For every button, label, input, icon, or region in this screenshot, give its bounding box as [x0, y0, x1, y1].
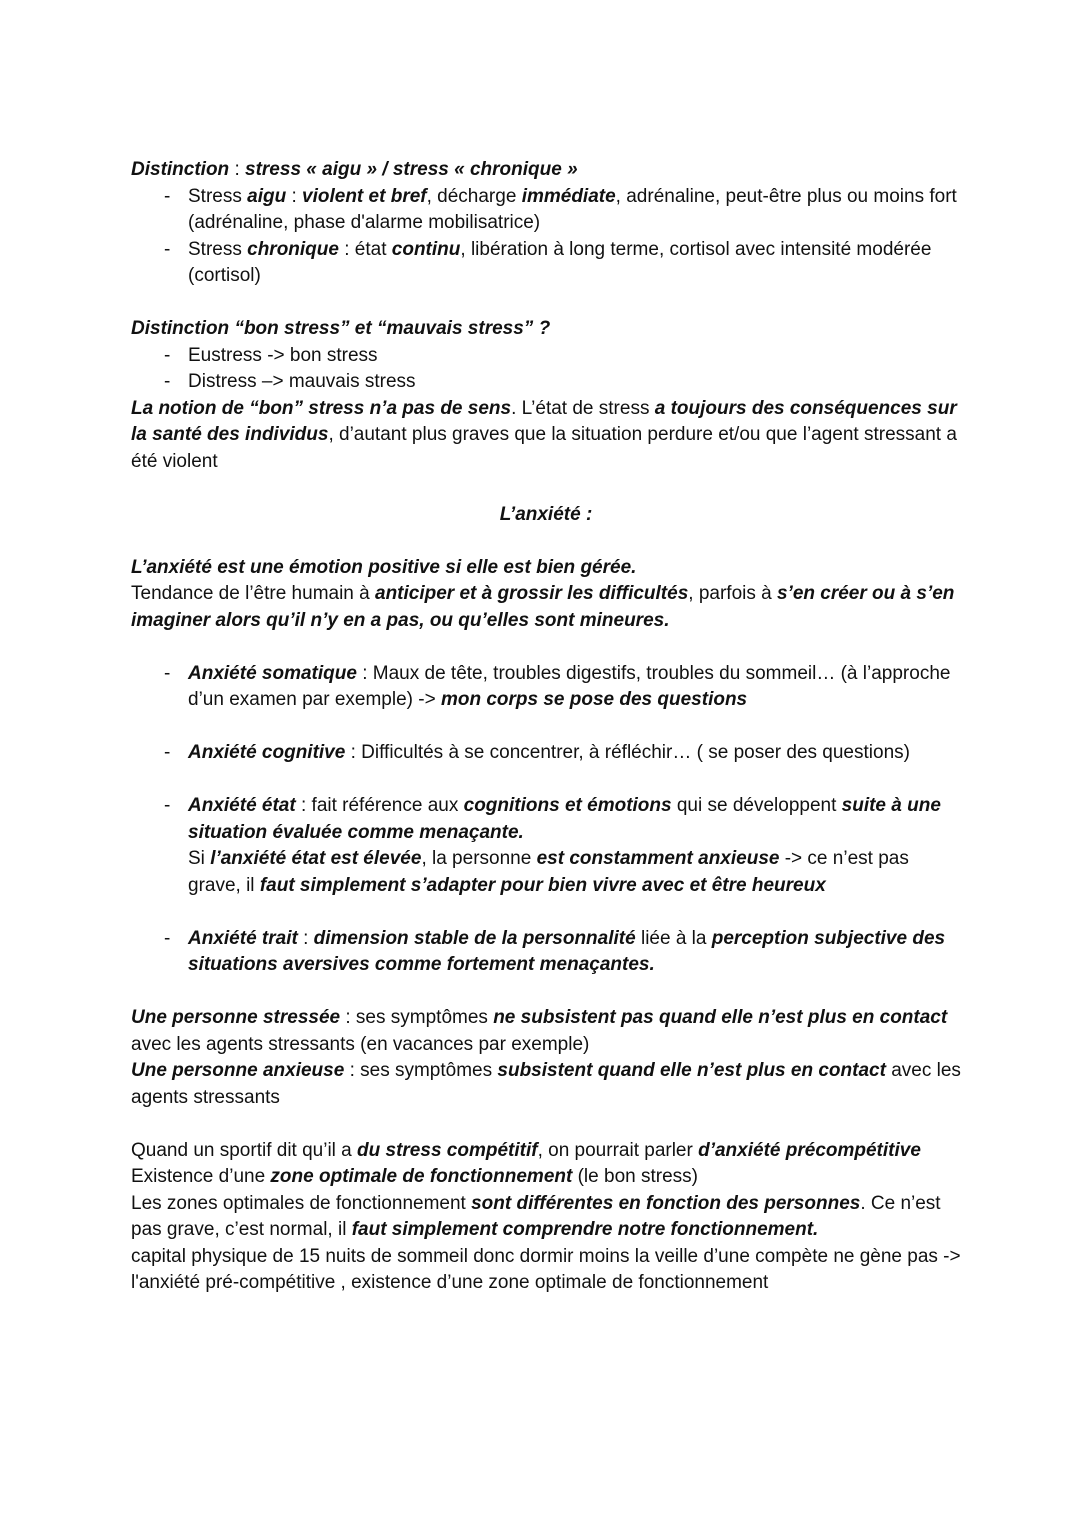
- text: : Maux de tête, troubles digestifs, troubles du sommeil… (à l’approche d’un examen par exemple) ->: [188, 662, 951, 710]
- text: Si: [188, 848, 211, 869]
- emphasis: anticiper et à grossir les difficultés: [375, 583, 689, 604]
- bon-stress-paragraph: [131, 396, 961, 476]
- stress-distinction-title: [131, 157, 961, 184]
- sportif-line-4: capital physique de 15 nuits de sommeil donc dormir moins la veille d’une compète ne gène pas -> l'anxiété pré-compétitive , existence d’une zone optimale de fonctionnement: [131, 1245, 961, 1293]
- list-item-etat: [131, 793, 961, 899]
- sportif-line-1: [131, 1138, 961, 1165]
- title-sep: :: [229, 159, 246, 180]
- emphasis: Une personne stressée: [131, 1007, 341, 1028]
- text: Quand un sportif dit qu’il a: [131, 1139, 358, 1161]
- anxiete-tendance: [131, 581, 961, 634]
- text: Existence d’une: [131, 1166, 271, 1187]
- bon-stress-title: [131, 316, 961, 343]
- text: (le bon stress): [572, 1166, 698, 1187]
- anxiete-heading: [131, 502, 961, 529]
- list-item: - Distress –> mauvais stress: [131, 369, 961, 396]
- text: liée à la: [635, 927, 712, 949]
- text: -> ce n’est pas grave, il: [188, 848, 909, 896]
- emphasis: Anxiété somatique: [188, 662, 357, 684]
- text: , décharge: [426, 185, 522, 207]
- emphasis: ne subsistent pas quand elle n’est plus en contact: [493, 1007, 948, 1028]
- emphasis: zone optimale de fonctionnement: [270, 1166, 573, 1187]
- emphasis: La notion de “bon” stress n’a pas de sens: [131, 397, 512, 419]
- emphasis: d’anxiété précompétitive: [698, 1139, 921, 1161]
- anxiete-intro: [131, 555, 961, 582]
- emphasis: subsistent quand elle n’est plus en contact: [497, 1060, 886, 1081]
- emphasis: sont différentes en fonction des personnes: [471, 1192, 861, 1214]
- bon-stress-list: [131, 343, 961, 396]
- emphasis: mon corps se pose des questions: [440, 689, 748, 710]
- emphasis: L’anxiété est une émotion positive si elle est bien gérée.: [131, 556, 637, 578]
- sportif-line-3: [131, 1191, 961, 1244]
- text: , adrénaline, peut-être plus ou moins fort (adrénaline, phase d'alarme mobilisatrice): [188, 185, 957, 233]
- emphasis: violent et bref: [302, 185, 427, 207]
- list-item-trait: [131, 926, 961, 979]
- list-item-somatique: [131, 661, 961, 714]
- emphasis: Anxiété cognitive: [188, 742, 346, 763]
- text: :: [286, 185, 303, 207]
- emphasis: immédiate: [521, 185, 616, 207]
- emphasis: chronique: [247, 238, 339, 260]
- text: , la personne: [421, 848, 537, 869]
- text: qui se développent: [671, 795, 842, 816]
- anxiete-types-list: [131, 661, 961, 979]
- emphasis: Une personne anxieuse: [131, 1060, 345, 1081]
- text: :: [297, 927, 314, 949]
- emphasis: continu: [391, 238, 461, 260]
- emphasis: Anxiété état: [188, 795, 296, 816]
- text: . Ce n’est pas grave, c’est normal, il: [131, 1192, 941, 1240]
- personne-stressee: [131, 1005, 961, 1058]
- text: : état: [338, 238, 392, 260]
- emphasis: dimension stable de la personnalité: [313, 927, 636, 949]
- personne-anxieuse: [131, 1058, 961, 1111]
- text: Stress: [188, 238, 248, 260]
- title-text: Distinction “bon stress” et “mauvais stress” ?: [131, 318, 551, 339]
- text: : Difficultés à se concentrer, à réfléchir… ( se poser des questions): [345, 742, 910, 763]
- emphasis: cognitions et émotions: [463, 795, 672, 816]
- document-page: [131, 157, 961, 1297]
- title-word: Distinction: [131, 159, 230, 180]
- list-item: - Eustress -> bon stress: [131, 343, 961, 370]
- emphasis: aigu: [247, 185, 287, 207]
- emphasis: Anxiété trait: [188, 927, 298, 949]
- text: Tendance de l’être humain à: [131, 583, 375, 604]
- text: : fait référence aux: [295, 795, 464, 816]
- text: , d’autant plus graves que la situation perdure et/ou que l’agent stressant a été violent: [131, 424, 957, 472]
- emphasis: suite à une situation évaluée comme menaçante.: [188, 795, 941, 843]
- text: , parfois à: [688, 583, 777, 604]
- emphasis: s’en créer ou à s’en imaginer alors qu’il n’y en a pas, ou qu’elles sont mineures.: [131, 583, 955, 631]
- text: Stress: [188, 185, 248, 207]
- list-item-stress-chronique: [131, 237, 961, 290]
- text: : ses symptômes: [340, 1007, 494, 1028]
- text: : ses symptômes: [344, 1060, 498, 1081]
- emphasis: faut simplement s’adapter pour bien vivre avec et être heureux: [259, 874, 826, 896]
- emphasis: est constamment anxieuse: [536, 848, 780, 869]
- text: avec les agents stressants: [131, 1060, 961, 1108]
- text: . L’état de stress: [511, 397, 655, 419]
- heading-text: L’anxiété :: [499, 503, 593, 525]
- emphasis: perception subjective des situations aversives comme fortement menaçantes.: [188, 927, 946, 975]
- list-item-cognitive: [131, 740, 961, 767]
- text: avec les agents stressants (en vacances par exemple): [131, 1033, 590, 1055]
- sportif-line-2: [131, 1164, 961, 1191]
- emphasis: du stress compétitif: [357, 1139, 538, 1161]
- title-rest: stress « aigu » / stress « chronique »: [245, 159, 578, 180]
- text: , on pourrait parler: [537, 1139, 699, 1161]
- stress-types-list: [131, 184, 961, 290]
- text: , libération à long terme, cortisol avec intensité modérée (cortisol): [188, 238, 932, 286]
- emphasis: l’anxiété état est élevée: [210, 848, 422, 869]
- emphasis: a toujours des conséquences sur la santé des individus: [131, 397, 957, 445]
- emphasis: faut simplement comprendre notre fonctionnement.: [351, 1219, 819, 1240]
- text: Les zones optimales de fonctionnement: [131, 1192, 472, 1214]
- list-item-stress-aigu: [131, 184, 961, 237]
